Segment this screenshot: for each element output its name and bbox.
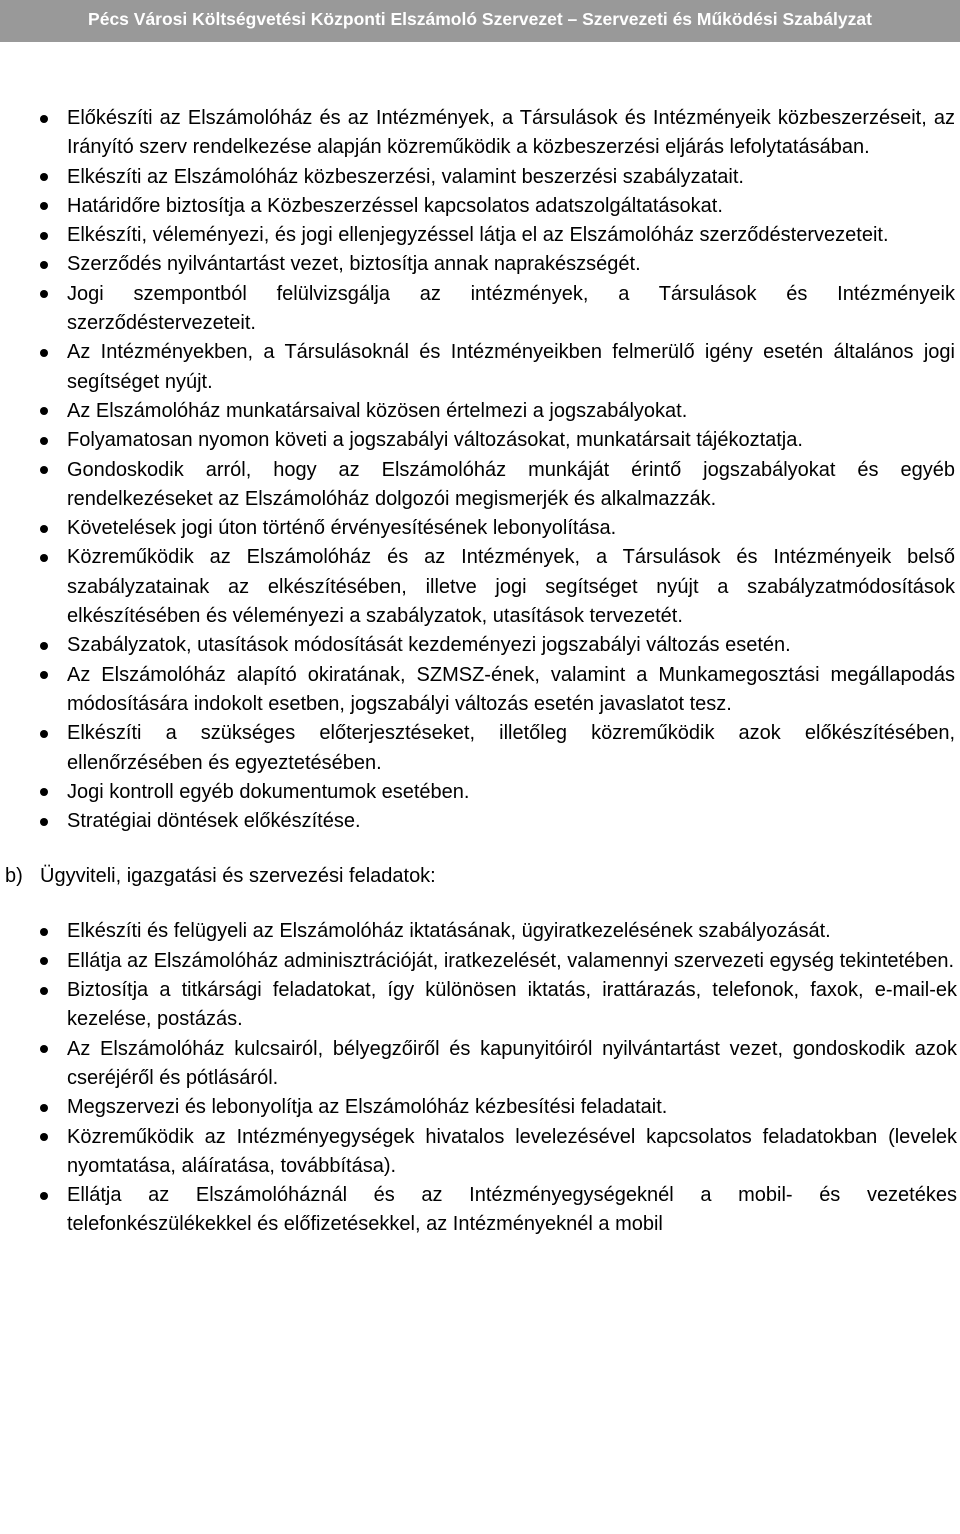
bullet-icon bbox=[40, 232, 48, 240]
header-title: Pécs Városi Költségvetési Központi Elszámoló Szervezet – Szervezeti és Működési Szabályzat bbox=[88, 9, 872, 29]
bullet-icon bbox=[40, 290, 48, 298]
bullet-icon bbox=[40, 525, 48, 533]
list-item bbox=[0, 807, 960, 836]
bullet-icon bbox=[40, 437, 48, 445]
list-item-text: Jogi szempontból felülvizsgálja az intézmények, a Társulások és Intézményeik szerződéstervezeteit. bbox=[67, 282, 955, 335]
list-item bbox=[0, 280, 960, 339]
bullet-icon bbox=[40, 1192, 48, 1200]
list-item-text: Ellátja az Elszámolóháznál és az Intézményegységeknél a mobil- és vezetékes telefonkészülékekkel és előfizetésekkel, az Intézményeknél a mobil bbox=[67, 1184, 957, 1236]
section-letter: b) bbox=[5, 865, 23, 888]
page-header bbox=[0, 0, 960, 42]
list-item-text: Elkészíti a szükséges előterjesztéseket, illetőleg közreműködik azok előkészítésében, ellenőrzésében és egyeztetésében. bbox=[67, 722, 955, 774]
task-list-a bbox=[0, 104, 960, 836]
list-item bbox=[0, 631, 960, 660]
bullet-icon bbox=[40, 261, 48, 269]
list-item bbox=[0, 1035, 960, 1094]
list-item bbox=[0, 1123, 960, 1182]
bullet-icon bbox=[40, 202, 48, 210]
document-body bbox=[0, 104, 960, 1240]
bullet-icon bbox=[40, 1133, 48, 1141]
bullet-icon bbox=[40, 642, 48, 650]
list-item bbox=[0, 338, 960, 397]
list-item bbox=[0, 456, 960, 515]
bullet-icon bbox=[40, 1104, 48, 1112]
bullet-icon bbox=[40, 349, 48, 357]
list-item-text: Közreműködik az Intézményegységek hivatalos levelezésével kapcsolatos feladatokban (levelek nyomtatása, aláíratása, továbbítása). bbox=[67, 1125, 957, 1177]
list-item bbox=[0, 104, 960, 163]
list-item bbox=[0, 917, 960, 946]
list-item-text: Ellátja az Elszámolóház adminisztrációját, iratkezelését, valamennyi szervezeti egység tekintetében. bbox=[67, 949, 955, 972]
list-item bbox=[0, 976, 960, 1035]
list-item-text: Stratégiai döntések előkészítése. bbox=[67, 810, 361, 833]
bullet-icon bbox=[40, 1045, 48, 1053]
bullet-icon bbox=[40, 173, 48, 181]
list-item bbox=[0, 397, 960, 426]
list-item bbox=[0, 250, 960, 279]
list-item bbox=[0, 163, 960, 192]
list-item bbox=[0, 1181, 960, 1240]
section-title: Ügyviteli, igazgatási és szervezési feladatok: bbox=[40, 865, 436, 888]
list-item-text: Elkészíti, véleményezi, és jogi ellenjegyzéssel látja el az Elszámolóház szerződéstervezeteit. bbox=[67, 224, 889, 247]
list-item-text: Szerződés nyilvántartást vezet, biztosítja annak naprakészségét. bbox=[67, 253, 641, 276]
bullet-icon bbox=[40, 987, 48, 995]
list-item-text: Előkészíti az Elszámolóház és az Intézmények, a Társulások és Intézményeik közbeszerzéseit, az Irányító szerv rendelkezése alapján közreműködik a közbeszerzési eljárás lefolytatásában. bbox=[67, 107, 955, 159]
bullet-icon bbox=[40, 730, 48, 738]
section-heading-b bbox=[0, 862, 960, 891]
list-item bbox=[0, 719, 960, 778]
bullet-icon bbox=[40, 671, 48, 679]
list-item-text: Elkészíti és felügyeli az Elszámolóház iktatásának, ügyiratkezelésének szabályozását. bbox=[67, 920, 831, 943]
list-item-text: Elkészíti az Elszámolóház közbeszerzési, valamint beszerzési szabályzatait. bbox=[67, 165, 744, 188]
task-list-b bbox=[0, 917, 960, 1239]
list-item-text: Határidőre biztosítja a Közbeszerzéssel kapcsolatos adatszolgáltatásokat. bbox=[67, 194, 723, 217]
list-item bbox=[0, 543, 960, 631]
bullet-icon bbox=[40, 818, 48, 826]
bullet-icon bbox=[40, 115, 48, 123]
list-item-text: Közreműködik az Elszámolóház és az Intézmények, a Társulások és Intézményeik belső szabályzatainak az elkészítésében, illetve jogi segítséget nyújt a szabályzatmódosítások elkészítésében és véleményezi a szabályzatok, utasítások tervezetét. bbox=[67, 546, 955, 628]
list-item bbox=[0, 1093, 960, 1122]
list-item-text: Folyamatosan nyomon követi a jogszabályi változásokat, munkatársait tájékoztatja. bbox=[67, 429, 803, 452]
list-item-text: Az Elszámolóház munkatársaival közösen értelmezi a jogszabályokat. bbox=[67, 399, 688, 422]
list-item bbox=[0, 221, 960, 250]
list-item bbox=[0, 514, 960, 543]
bullet-icon bbox=[40, 788, 48, 796]
bullet-icon bbox=[40, 407, 48, 415]
list-item-text: Jogi kontroll egyéb dokumentumok esetében. bbox=[67, 780, 470, 803]
list-item-text: Megszervezi és lebonyolítja az Elszámolóház kézbesítési feladatait. bbox=[67, 1096, 668, 1119]
list-item bbox=[0, 192, 960, 221]
list-item-text: Gondoskodik arról, hogy az Elszámolóház munkáját érintő jogszabályokat és egyéb rendelkezéseket az Elszámolóház dolgozói megismerjék és alkalmazzák. bbox=[67, 458, 955, 510]
bullet-icon bbox=[40, 957, 48, 965]
list-item-text: Szabályzatok, utasítások módosítását kezdeményezi jogszabályi változás esetén. bbox=[67, 634, 791, 657]
list-item bbox=[0, 778, 960, 807]
bullet-icon bbox=[40, 554, 48, 562]
list-item bbox=[0, 426, 960, 455]
list-item-text: Az Intézményekben, a Társulásoknál és Intézményeikben felmerülő igény esetén általános jogi segítséget nyújt. bbox=[67, 341, 955, 393]
list-item-text: Biztosítja a titkársági feladatokat, így különösen iktatás, irattárazás, telefonok, faxok, e-mail-ek kezelése, postázás. bbox=[67, 979, 957, 1031]
list-item-text: Az Elszámolóház alapító okiratának, SZMSZ-ének, valamint a Munkamegosztási megállapodás módosítására indokolt esetben, jogszabályi változás esetén javaslatot tesz. bbox=[67, 663, 955, 715]
list-item-text: Az Elszámolóház kulcsairól, bélyegzőiről és kapunyitóiról nyilvántartást vezet, gondoskodik azok cseréjéről és pótlásáról. bbox=[67, 1037, 957, 1089]
bullet-icon bbox=[40, 928, 48, 936]
list-item-text: Követelések jogi úton történő érvényesítésének lebonyolítása. bbox=[67, 517, 617, 540]
list-item bbox=[0, 661, 960, 720]
bullet-icon bbox=[40, 466, 48, 474]
list-item bbox=[0, 947, 960, 976]
